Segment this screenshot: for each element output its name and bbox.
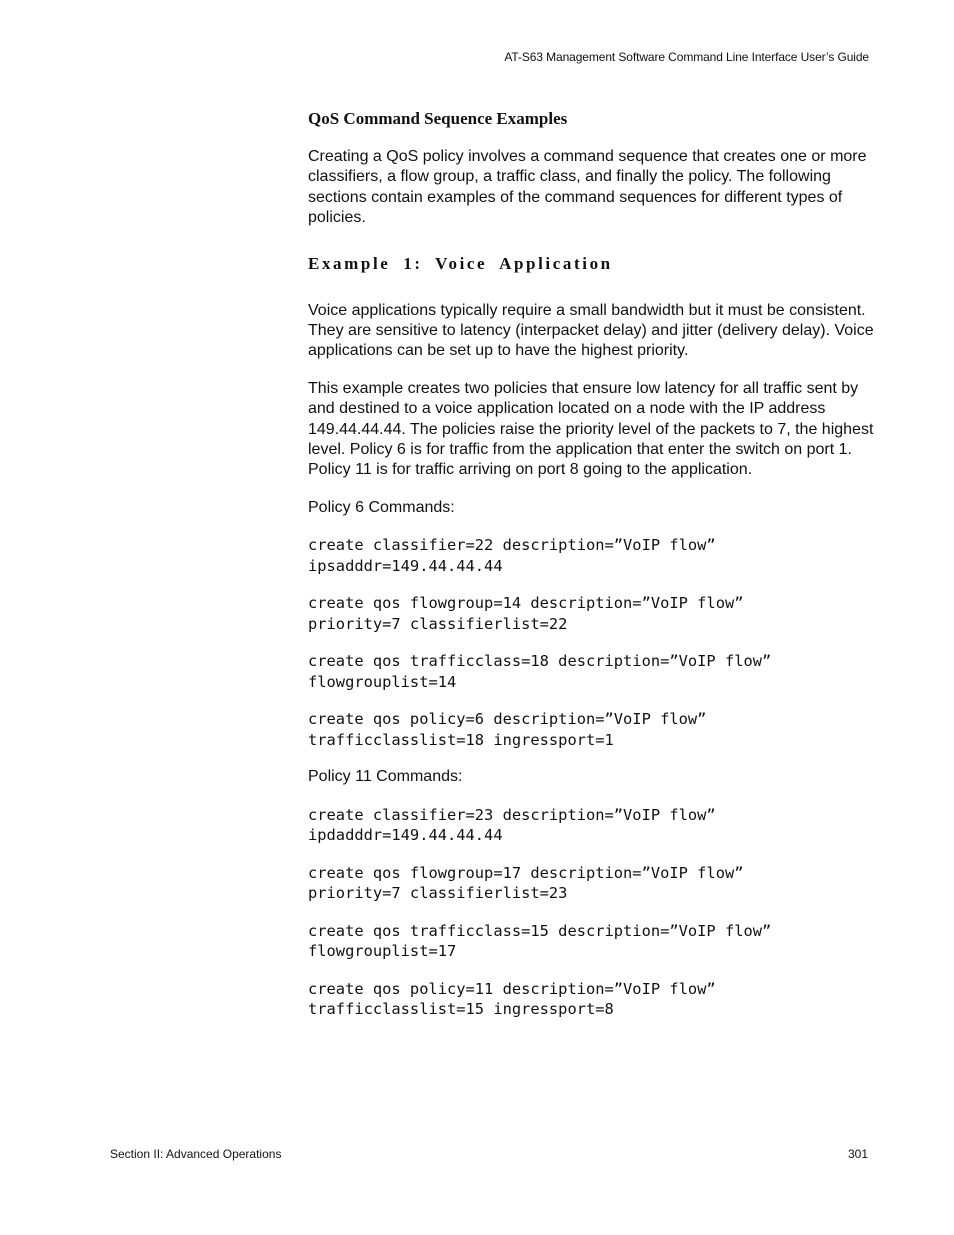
voice-paragraph-1: Voice applications typically require a small bandwidth but it must be consistent. They are sensitive to latency (interpacket delay) and jitter (delivery delay). Voice applications can be set up to have the highest priority. xyxy=(308,301,874,360)
running-header: AT-S63 Management Software Command Line Interface User’s Guide xyxy=(504,50,869,64)
page-number: 301 xyxy=(847,1147,868,1161)
policy6-command-trafficclass: create qos trafficclass=18 description=”VoIP flow” flowgrouplist=14 xyxy=(308,652,772,691)
voice-paragraph-2: This example creates two policies that ensure low latency for all traffic sent by and destined to a voice application located on a node with the IP address 149.44.44.44. The policies raise the priority level of the packets to 7, the highest level. Policy 6 is for traffic from the application that enter the switch on port 1. Policy 11 is for traffic arriving on port 8 going to the application. xyxy=(308,379,874,479)
example-heading: Example 1: Voice Application xyxy=(308,253,613,273)
section-heading: QoS Command Sequence Examples xyxy=(308,109,568,128)
policy6-label: Policy 6 Commands: xyxy=(308,498,455,516)
policy6-command-classifier: create classifier=22 description=”VoIP flow” ipsadddr=149.44.44.44 xyxy=(308,536,716,575)
policy11-command-classifier: create classifier=23 description=”VoIP flow” ipdadddr=149.44.44.44 xyxy=(308,805,716,845)
intro-paragraph: Creating a QoS policy involves a command sequence that creates one or more classifiers, a flow group, a traffic class, and finally the policy. The following sections contain examples of the command sequences for different types of policies. xyxy=(308,148,867,227)
page-content xyxy=(308,108,874,1037)
policy11-command-trafficclass: create qos trafficclass=15 description=”VoIP flow” flowgrouplist=17 xyxy=(308,921,772,961)
policy11-command-policy: create qos policy=11 description=”VoIP flow” trafficclasslist=15 ingressport=8 xyxy=(308,979,716,1019)
policy11-label: Policy 11 Commands: xyxy=(308,768,463,786)
policy6-command-policy: create qos policy=6 description=”VoIP flow” trafficclasslist=18 ingressport=1 xyxy=(308,710,707,749)
footer-section: Section II: Advanced Operations xyxy=(110,1147,282,1161)
policy6-command-flowgroup: create qos flowgroup=14 description=”VoIP flow” priority=7 classifierlist=22 xyxy=(308,594,744,633)
policy11-command-flowgroup: create qos flowgroup=17 description=”VoIP flow” priority=7 classifierlist=23 xyxy=(308,863,744,903)
